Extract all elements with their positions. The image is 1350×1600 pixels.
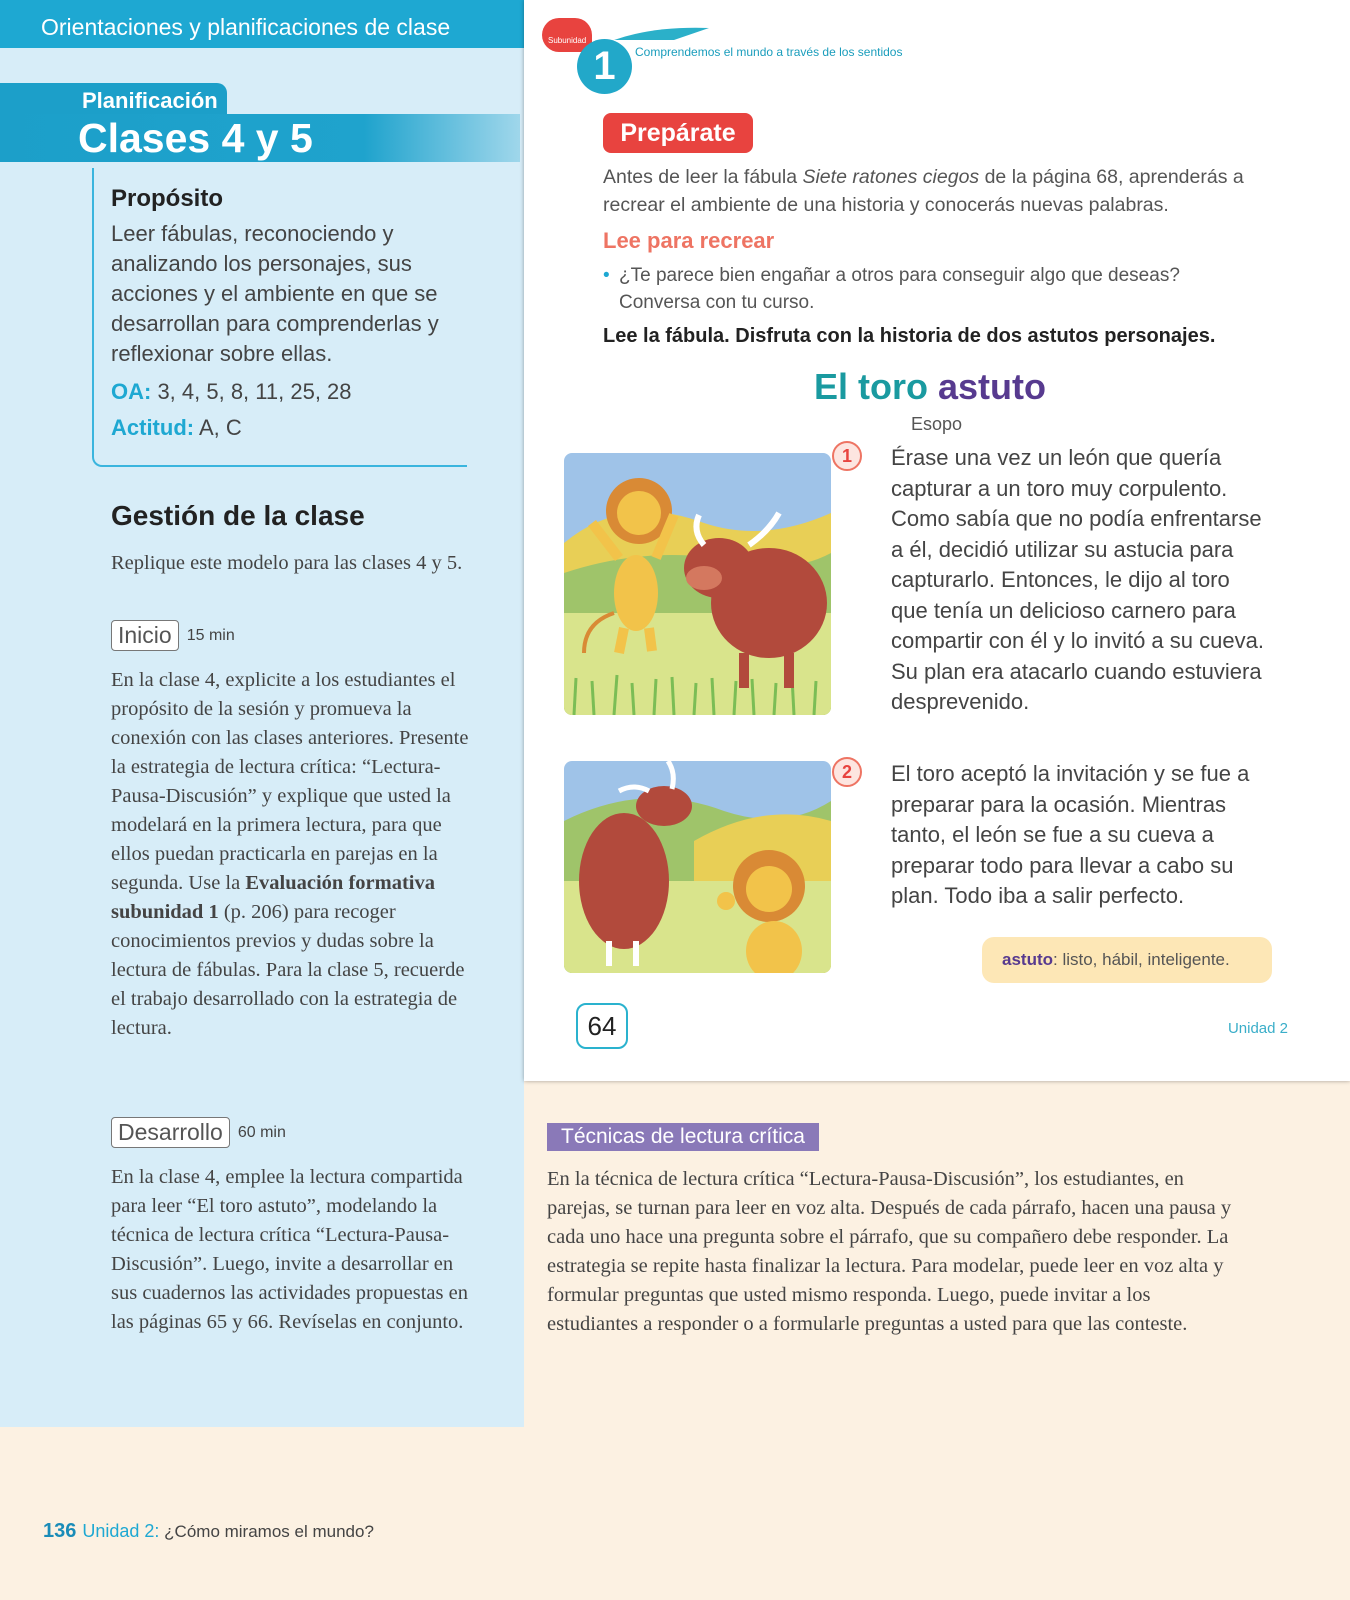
paragraph-number-2: 2 xyxy=(832,757,862,787)
story-title-a: El toro xyxy=(814,366,938,407)
desarrollo-time: 60 min xyxy=(237,1123,286,1141)
desarrollo-label: Desarrollo xyxy=(111,1117,230,1148)
header-swoosh xyxy=(614,26,709,40)
gestion-title: Gestión de la clase xyxy=(111,500,365,531)
subunidad-badge: Subunidad xyxy=(542,18,592,52)
planificacion-tab: Planificación xyxy=(0,83,227,115)
glossary-box xyxy=(982,937,1272,983)
student-page-number: 64 xyxy=(576,1003,628,1049)
inicio-text-b: (p. 206) para recoger conocimientos previos y dudas sobre la lectura de fábulas. Para la clase 5, recuerde el trabajo desarrollado con la estrategia de lectura. xyxy=(111,901,465,1039)
intro-a: Antes de leer la fábula xyxy=(603,166,803,188)
glossary-word: astuto xyxy=(1002,950,1053,969)
oa-line xyxy=(111,379,457,405)
student-unit-footer: Unidad 2 xyxy=(1227,1020,1288,1037)
story-title xyxy=(814,366,1046,408)
oa-value: 3, 4, 5, 8, 11, 25, 28 xyxy=(151,379,352,404)
footer-unit: Unidad 2: xyxy=(82,1521,160,1541)
subunidad-number: 1 xyxy=(577,39,632,94)
actitud-label: Actitud: xyxy=(111,415,195,440)
oa-label: OA: xyxy=(111,379,152,404)
bull-lion-illustration xyxy=(564,761,831,973)
desarrollo-text: En la clase 4, emplee la lectura compartida para leer “El toro astuto”, modelando la técnica de lectura crítica “Lectura-Pausa-Discusión”. Luego, invite a desarrollar en sus cuadernos las actividades propuestas en las páginas 65 y 66. Revíselas en conjunto. xyxy=(111,1166,468,1333)
student-book-page xyxy=(524,0,1350,1081)
glossary-definition: : listo, hábil, inteligente. xyxy=(1053,950,1230,969)
tecnicas-title: Técnicas de lectura crítica xyxy=(547,1123,819,1151)
inicio-time: 15 min xyxy=(186,626,235,644)
lion-bull-illustration xyxy=(564,453,831,715)
subunidad-title: Comprendemos el mundo a través de los sentidos xyxy=(635,45,903,59)
preparate-heading: Prepárate xyxy=(603,113,753,153)
lee-para-recrear-heading: Lee para recrear xyxy=(603,228,775,253)
footer-page-number: 136 xyxy=(43,1520,77,1542)
evaluacion-formativa-ref: Evaluación formativa subunidad 1 xyxy=(111,872,435,923)
inicio-text-a: En la clase 4, explicite a los estudiantes el propósito de la sesión y promueva la conexión con las clases anteriores. Presente la estrategia de lectura crítica: “Lectura-Pausa-Discusión” y explique que usted la modelará en la primera lectura, para que ellos puedan practicarla en parejas en la segunda. Use la xyxy=(111,669,469,894)
desarrollo-tag xyxy=(111,1117,286,1148)
story-title-b: astuto xyxy=(938,366,1046,407)
intro-paragraph xyxy=(603,163,1283,219)
planificacion-title: Clases 4 y 5 xyxy=(0,114,520,162)
proposito-box xyxy=(92,168,467,467)
reading-instruction: Lee la fábula. Disfruta con la historia de dos astutos personajes. xyxy=(603,325,1216,347)
inicio-tag xyxy=(111,620,235,651)
paragraph-number-1: 1 xyxy=(832,441,862,471)
story-paragraph-2: El toro aceptó la invitación y se fue a preparar para la ocasión. Mientras tanto, el león se fue a su cueva a preparar todo para llevar a cabo su plan. Todo iba a salir perfecto. xyxy=(891,761,1250,908)
inicio-label: Inicio xyxy=(111,620,179,651)
actitud-value: A, C xyxy=(194,415,242,440)
section-banner: Orientaciones y planificaciones de clase xyxy=(0,0,524,48)
actitud-line xyxy=(111,415,457,441)
inicio-text xyxy=(111,666,476,1043)
proposito-title: Propósito xyxy=(111,185,223,212)
footer-question: ¿Cómo miramos el mundo? xyxy=(159,1522,374,1541)
teacher-guide-column xyxy=(0,0,524,1427)
intro-b: de la página 68, aprenderás a recrear el ambiente de una historia y conocerás nuevas palabras. xyxy=(603,166,1244,216)
page-footer xyxy=(43,1520,374,1543)
gestion-intro: Replique este modelo para las clases 4 y 5. xyxy=(111,552,463,574)
intro-book-title: Siete ratones ciegos xyxy=(802,166,980,188)
story-author: Esopo xyxy=(911,414,963,434)
proposito-text: Leer fábulas, reconociendo y analizando los personajes, sus acciones y el ambiente en que se desarrollan para comprenderlas y reflexionar sobre ellas. xyxy=(111,221,439,366)
tecnicas-text: En la técnica de lectura crítica “Lectura-Pausa-Discusión”, los estudiantes, en parejas, se turnan para leer en voz alta. Después de cada párrafo, hacen una pausa y cada uno hace una pregunta sobre el párrafo, que su compañero debe responder. La estrategia se repite hasta finalizar la lectura. Para modelar, puede leer en voz alta y formular preguntas que usted mismo responda. Luego, puede invitar a los estudiantes a responder o a formularle preguntas a usted para que las conteste. xyxy=(547,1168,1232,1335)
bullet-question: • ¿Te parece bien engañar a otros para conseguir algo que deseas? Conversa con tu curso. xyxy=(603,262,1243,316)
story-paragraph-1: Érase una vez un león que quería capturar a un toro muy corpulento. Como sabía que no podía enfrentarse a él, decidió utilizar su astucia para capturarlo. Entonces, le dijo al toro que tenía un delicioso carnero para compartir con él y lo invitó a su cueva. Su plan era atacarlo cuando estuviera desprevenido. xyxy=(891,445,1264,714)
